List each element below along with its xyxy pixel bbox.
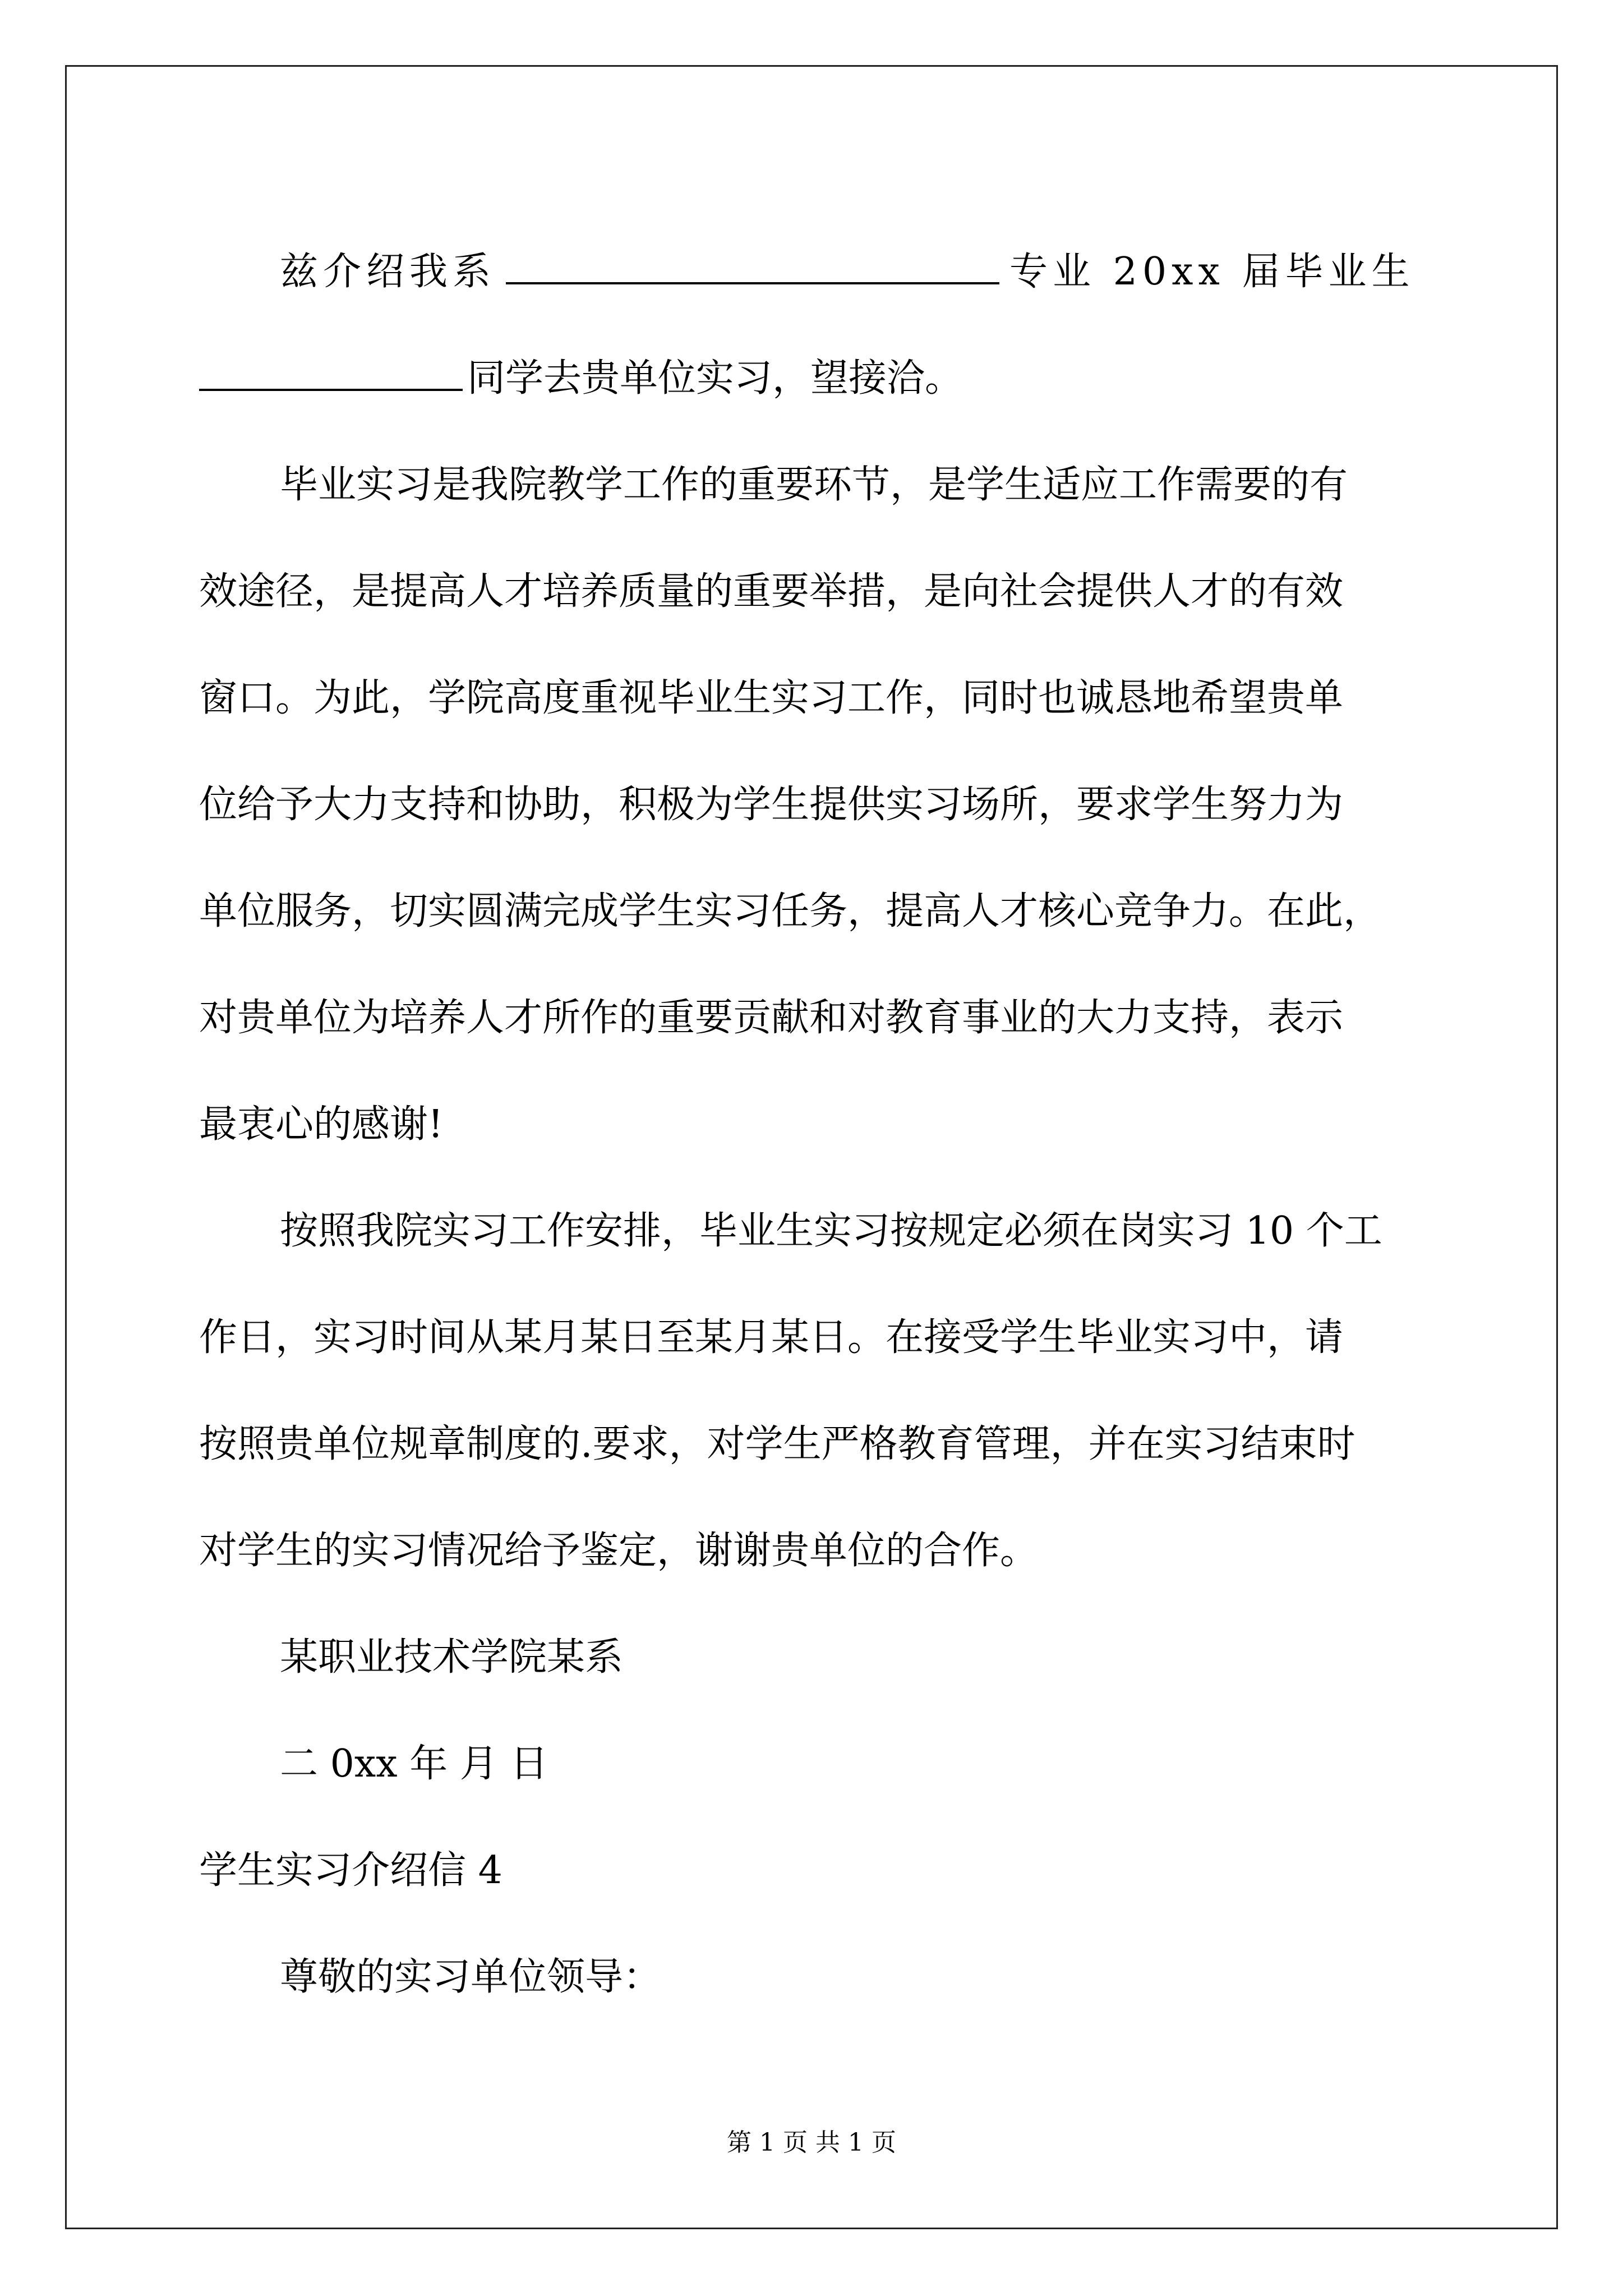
intro-text-start: 兹介绍我系	[280, 250, 496, 294]
paragraph-line: 位给予大力支持和协助，积极为学生提供实习场所，要求学生努力为	[199, 783, 1344, 827]
major-blank-field	[506, 249, 999, 284]
letter-body	[199, 219, 1467, 2031]
section-title: 学生实习介绍信 4	[199, 1848, 502, 1893]
paragraph-line: 作日，实习时间从某月某日至某月某日。在接受学生毕业实习中，请	[199, 1315, 1344, 1360]
paragraph-line: 单位服务，切实圆满完成学生实习任务，提高人才核心竞争力。在此，	[199, 889, 1382, 933]
intro-text-end: 专业 20xx 届毕业生	[1009, 250, 1415, 294]
signature: 某职业技术学院某系	[280, 1635, 624, 1680]
paragraph-line: 最衷心的感谢!	[199, 1102, 444, 1147]
page-number: 第 1 页 共 1 页	[727, 2128, 896, 2157]
greeting: 尊敬的实习单位领导：	[280, 1955, 662, 1999]
date-line: 二 0xx 年 月 日	[280, 1742, 548, 1786]
intro-line-2	[199, 325, 1467, 432]
paragraph-line: 毕业实习是我院教学工作的重要环节，是学生适应工作需要的有	[280, 463, 1348, 507]
paragraph-line: 按照我院实习工作安排，毕业生实习按规定必须在岗实习 10 个工	[280, 1209, 1382, 1253]
student-name-blank-field	[199, 355, 463, 391]
paragraph-line: 效途径，是提高人才培养质量的重要举措，是向社会提供人才的有效	[199, 569, 1344, 614]
paragraph-line: 对贵单位为培养人才所作的重要贡献和对教育事业的大力支持，表示	[199, 996, 1344, 1040]
intro-line-1	[199, 219, 1467, 325]
paragraph-line: 对学生的实习情况给予鉴定，谢谢贵单位的合作。	[199, 1529, 1039, 1573]
intro-text-line2: 同学去贵单位实习，望接洽。	[467, 356, 963, 401]
paragraph-line: 按照贵单位规章制度的.要求，对学生严格教育管理，并在实习结束时	[199, 1422, 1355, 1466]
paragraph-line: 窗口。为此，学院高度重视毕业生实习工作，同时也诚恳地希望贵单	[199, 676, 1344, 720]
